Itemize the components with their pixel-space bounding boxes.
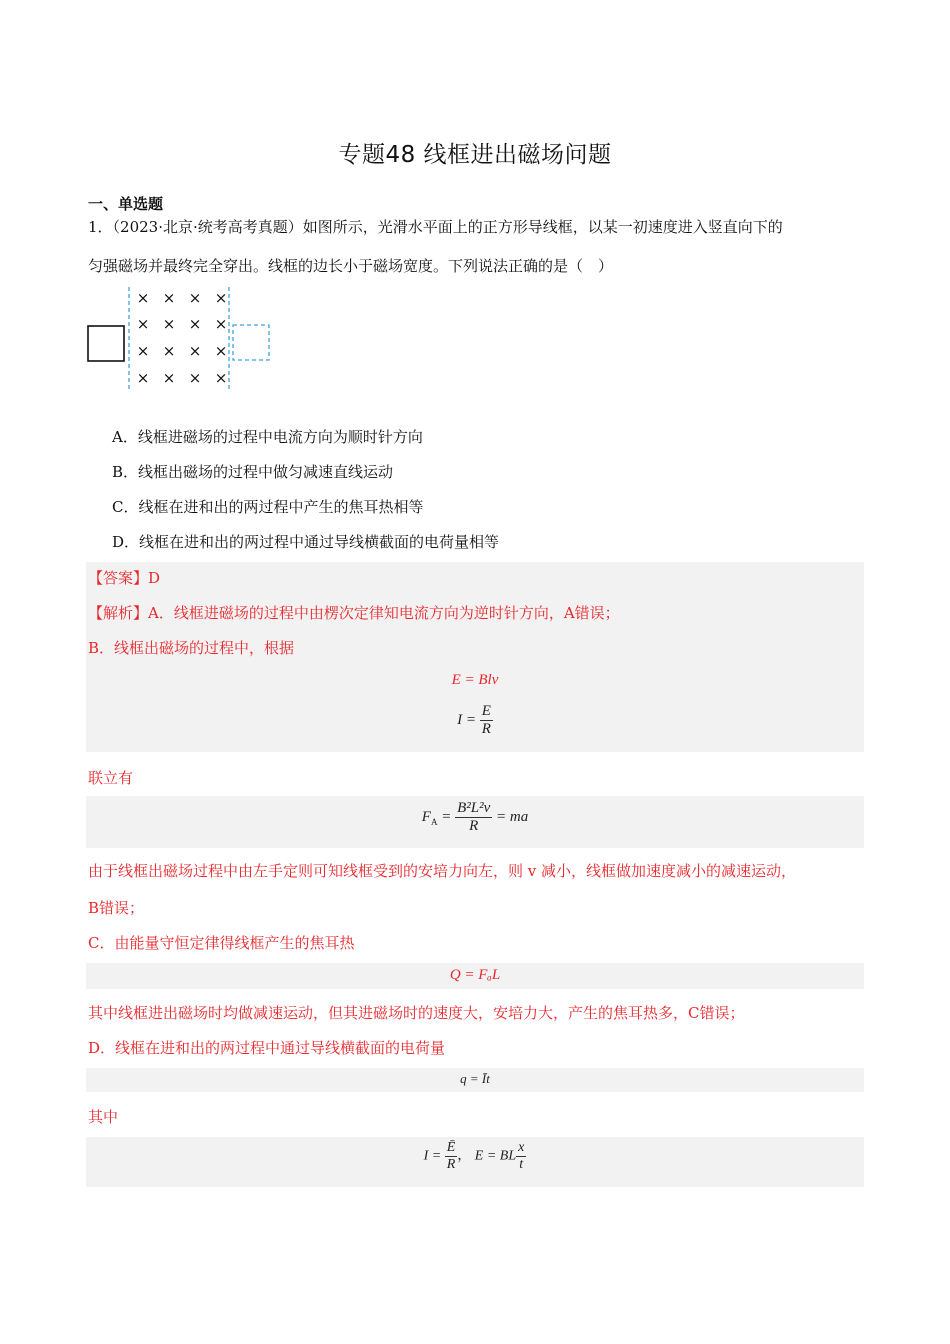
field-cross-0-2: × (188, 289, 202, 307)
eq-f-sub: A (430, 816, 438, 827)
eq-last-e: E = BL (474, 1148, 517, 1164)
eq-f-fraction (455, 800, 492, 835)
field-cross-2-3: × (214, 342, 228, 360)
option-d: D．线框在进和出的两过程中通过导线横截面的电荷量相等 (112, 533, 500, 551)
c-conclusion: 其中线框进出磁场时均做减速运动，但其进磁场时的速度大，安培力大，产生的焦耳热多，C错误； (88, 1004, 745, 1022)
eq-last-sep: ， (457, 1148, 472, 1164)
eq-i-den: R (481, 721, 491, 737)
eq-f-left: F (421, 808, 431, 825)
question-text-2: 匀强磁场并最终完全穿出。线框的边长小于磁场宽度。下列说法正确的是（ ） (88, 257, 614, 275)
option-a: A．线框进磁场的过程中电流方向为顺时针方向 (112, 428, 423, 446)
eq-last-e-den: t (516, 1156, 526, 1173)
b-conclusion-1: 由于线框出磁场过程中由左手定则可知线框受到的安培力向左，则 v 减小，线框做加速度减小的减速运动， (88, 862, 797, 880)
equation-emf: E = Blv (451, 672, 499, 688)
field-cross-1-0: × (136, 315, 150, 333)
section-heading: 一、单选题 (88, 195, 164, 213)
b-conclusion-2: B错误； (88, 899, 145, 917)
loop-exit-position (233, 325, 269, 360)
eq-last-i: I = (423, 1148, 442, 1164)
field-cross-2-1: × (162, 342, 176, 360)
analysis-a-line (88, 602, 620, 623)
field-cross-0-3: × (214, 289, 228, 307)
equation-current (86, 703, 864, 738)
field-cross-3-1: × (162, 369, 176, 387)
eq-last-i-fraction (445, 1140, 458, 1173)
analysis-label: 【解析】 (88, 604, 149, 622)
eq-i-num: E (481, 703, 491, 719)
eq-last-i-num: Ē (446, 1140, 456, 1155)
field-crosses (137, 289, 228, 387)
analysis-c-text: C．由能量守恒定律得线框产生的焦耳热 (88, 934, 355, 952)
field-cross-2-0: × (136, 342, 150, 360)
page-title: 专题48 线框进出磁场问题 (338, 142, 612, 168)
eq-last-i-den: R (446, 1157, 456, 1172)
square-loop (88, 326, 124, 361)
eq-i-fraction (480, 703, 493, 738)
option-c: C．线框在进和出的两过程中产生的焦耳热相等 (112, 498, 424, 516)
answer-label: 【答案】 (88, 569, 149, 587)
eq-f-right: = ma (496, 808, 529, 825)
analysis-b-text: B．线框出磁场的过程中，根据 (88, 639, 295, 657)
field-cross-1-3: × (214, 315, 228, 333)
equation-force: $F_A$ = $\frac{\text{B²L²v}}{R}$ = ma (421, 800, 529, 834)
analysis-d-text: D．线框在进和出的两过程中通过导线横截面的电荷量 (88, 1039, 446, 1057)
question-number: 1． (88, 218, 113, 236)
eq-i-left: I = (457, 711, 476, 728)
equation-charge: q = Īt (460, 1071, 490, 1086)
field-cross-1-2: × (188, 315, 202, 333)
eq-f-num: B²L²v (457, 800, 491, 816)
combine-text: 联立有 (88, 769, 134, 787)
field-cross-3-3: × (214, 369, 228, 387)
field-cross-2-2: × (188, 342, 202, 360)
option-b: B．线框出磁场的过程中做匀减速直线运动 (112, 463, 394, 481)
field-cross-0-0: × (136, 289, 150, 307)
where-text: 其中 (88, 1108, 119, 1126)
question-line-1 (88, 217, 783, 237)
eq-last-e-fraction (516, 1140, 526, 1173)
field-cross-1-1: × (162, 315, 176, 333)
eq-last-e-num: x (518, 1140, 525, 1155)
field-cross-3-0: × (136, 369, 150, 387)
equation-last (86, 1140, 864, 1173)
analysis-a-text: A．线框进磁场的过程中由楞次定律知电流方向为逆时针方向，A错误； (148, 604, 620, 622)
question-text-1: （2023·北京·统考高考真题）如图所示，光滑水平面上的正方形导线框，以某一初速度进入竖直向下的 (112, 218, 783, 236)
field-cross-3-2: × (188, 369, 202, 387)
magnetic-field-figure (86, 285, 276, 393)
answer-value: D (148, 569, 161, 587)
equation-heat: Q = FₐL (449, 967, 501, 983)
answer-line (88, 567, 160, 588)
field-cross-0-1: × (162, 289, 176, 307)
eq-f-den: R (455, 817, 492, 835)
